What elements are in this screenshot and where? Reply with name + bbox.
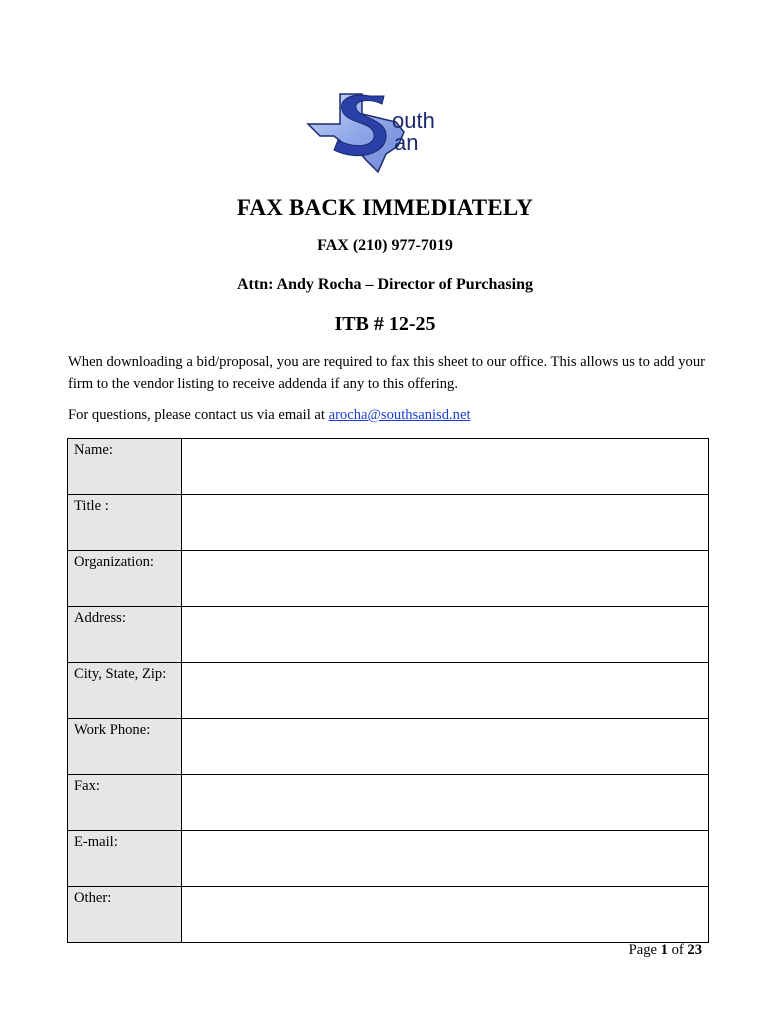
email-label: E-mail: bbox=[68, 831, 182, 887]
fax-field[interactable] bbox=[182, 775, 709, 831]
form-row-address bbox=[68, 607, 709, 663]
work-phone-label: Work Phone: bbox=[68, 719, 182, 775]
fax-label: Fax: bbox=[68, 775, 182, 831]
organization-field[interactable] bbox=[182, 551, 709, 607]
city-state-zip-label: City, State, Zip: bbox=[68, 663, 182, 719]
form-row-title bbox=[68, 495, 709, 551]
other-field[interactable] bbox=[182, 887, 709, 943]
questions-text: For questions, please contact us via email at bbox=[68, 407, 329, 423]
south-san-logo bbox=[300, 88, 472, 178]
title-label: Title : bbox=[68, 495, 182, 551]
form-row-fax bbox=[68, 775, 709, 831]
of-word: of bbox=[671, 942, 684, 958]
page-total: 23 bbox=[687, 942, 702, 958]
address-field[interactable] bbox=[182, 607, 709, 663]
title-field[interactable] bbox=[182, 495, 709, 551]
page-title: FAX BACK IMMEDIATELY bbox=[236, 195, 534, 220]
address-label: Address: bbox=[68, 607, 182, 663]
email-field[interactable] bbox=[182, 831, 709, 887]
page-word: Page bbox=[628, 942, 657, 958]
city-state-zip-field[interactable] bbox=[182, 663, 709, 719]
name-field[interactable] bbox=[182, 439, 709, 495]
itb-number: ITB # 12-25 bbox=[334, 313, 436, 335]
work-phone-field[interactable] bbox=[182, 719, 709, 775]
form-row-organization bbox=[68, 551, 709, 607]
svg-text:an: an bbox=[394, 130, 419, 155]
texas-map-icon bbox=[300, 88, 472, 178]
fax-number: FAX (210) 977-7019 bbox=[317, 237, 453, 254]
form-row-other bbox=[68, 887, 709, 943]
attention-line: Attn: Andy Rocha – Director of Purchasing bbox=[237, 276, 533, 293]
organization-label: Organization: bbox=[68, 551, 182, 607]
form-row-city-state-zip bbox=[68, 663, 709, 719]
contact-email-link[interactable]: arocha@southsanisd.net bbox=[328, 407, 471, 423]
form-row-work-phone bbox=[68, 719, 709, 775]
intro-paragraph: When downloading a bid/proposal, you are required to fax this sheet to our office. This allows us to add your firm to the vendor listing to receive addenda if any to this offering. bbox=[68, 354, 705, 392]
vendor-info-form bbox=[67, 438, 709, 943]
form-row-email bbox=[68, 831, 709, 887]
form-row-name bbox=[68, 439, 709, 495]
name-label: Name: bbox=[68, 439, 182, 495]
svg-text:outh: outh bbox=[392, 108, 435, 133]
page-number bbox=[629, 942, 702, 959]
other-label: Other: bbox=[68, 887, 182, 943]
page-current: 1 bbox=[660, 942, 668, 958]
questions-line bbox=[68, 404, 471, 426]
